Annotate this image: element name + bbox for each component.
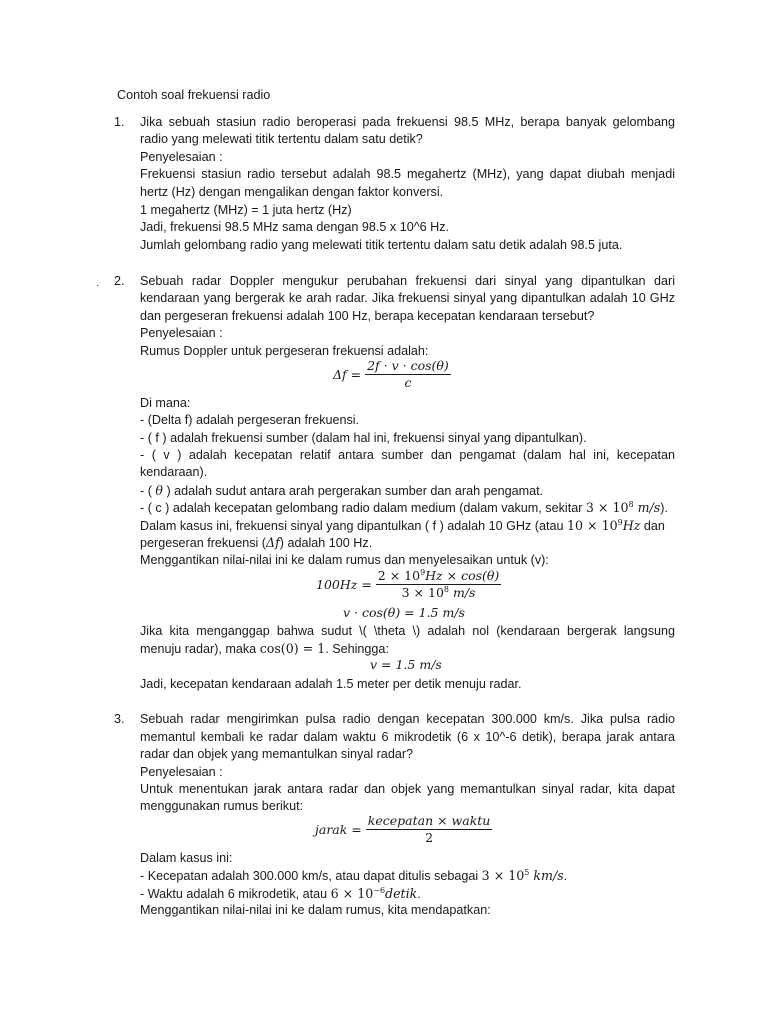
- q3-line: menggunakan rumus berikut:: [140, 799, 304, 813]
- q3-line: Untuk menentukan jarak antara radar dan objek yang memantulkan sinyal radar, kita dapat: [140, 782, 675, 796]
- q1-line: radio yang melewati titik tertentu dalam satu detik?: [140, 132, 423, 146]
- q2-assume-line: Jika kita menganggap bahwa sudut \( \theta \) adalah nol (kendaraan bergerak langsung: [140, 624, 675, 638]
- formula-lhs: Δf =: [333, 367, 362, 382]
- substitution-formula: 100Hz = $\frac{2 \times 10^9Hz \times \cos(\theta)}{3 \times 10^8 m/s}$: [316, 568, 500, 600]
- distance-formula: jarak = $\frac{\text{kecepatan × waktu}}{2}$: [315, 813, 491, 845]
- formula-numerator: 2f · v · cos(θ): [367, 358, 449, 373]
- q1-line: Frekuensi stasiun radio tersebut adalah 98.5 megahertz (MHz), yang dapat diubah menjadi: [140, 167, 675, 181]
- velocity-result-formula: v = 1.5 m/s: [370, 657, 442, 672]
- q2-def-line: - (Delta f) adalah pergeseran frekuensi.: [140, 413, 360, 427]
- q3-line: memantul kembali ke radar dalam waktu 6 mikrodetik (6 x 10^-6 detik), berapa jarak antara: [140, 730, 675, 744]
- formula-denominator: c: [404, 375, 412, 390]
- q3-line: Sebuah radar mengirimkan pulsa radio dengan kecepatan 300.000 km/s. Jika pulsa radio: [140, 712, 675, 726]
- q3-line: Penyelesaian :: [140, 765, 223, 779]
- q3-time-line: - Waktu adalah 6 mikrodetik, atau $6 \times 10^{-6}detik$.: [140, 886, 421, 901]
- q3-speed-line: - Kecepatan adalah 300.000 km/s, atau dapat ditulis sebagai $3 \times 10^5$ km/s.: [140, 868, 568, 883]
- q2-number: 2.: [114, 274, 125, 288]
- velocity-cos-formula: v · cos(θ) = 1.5 m/s: [343, 605, 465, 620]
- q3-final-line: Menggantikan nilai-nilai ini ke dalam rumus, kita mendapatkan:: [140, 903, 491, 917]
- q1-line: Jadi, frekuensi 98.5 MHz sama dengan 98.5 x 10^6 Hz.: [140, 220, 450, 234]
- q1-line: Jika sebuah stasiun radio beroperasi pada frekuensi 98.5 MHz, berapa banyak gelombang: [140, 115, 675, 129]
- doppler-formula: [333, 359, 451, 390]
- document-title: Contoh soal frekuensi radio: [117, 88, 271, 102]
- q2-case-line: Dalam kasus ini, frekuensi sinyal yang dipantulkan ( f ) adalah 10 GHz (atau $10 \times 10^9Hz$ dan: [140, 518, 665, 533]
- q1-line: Jumlah gelombang radio yang melewati titik tertentu dalam satu detik adalah 98.5 juta.: [140, 238, 623, 252]
- q2-def-line: kendaraan).: [140, 465, 208, 479]
- q2-conclusion: Jadi, kecepatan kendaraan adalah 1.5 meter per detik menuju radar.: [140, 677, 522, 691]
- q2-line: Sebuah radar Doppler mengukur perubahan frekuensi dari sinyal yang dipantulkan dari: [140, 274, 675, 288]
- q2-theta-line: - ( θ ) adalah sudut antara arah pergerakan sumber dan arah pengamat.: [140, 483, 544, 498]
- bullet-mark: ·: [96, 280, 100, 291]
- q3-case-intro: Dalam kasus ini:: [140, 851, 233, 865]
- q2-shift-line: pergeseran frekuensi (Δf) adalah 100 Hz.: [140, 535, 373, 550]
- q2-subst-line: Menggantikan nilai-nilai ini ke dalam rumus dan menyelesaikan untuk (v):: [140, 553, 549, 567]
- q1-line: 1 megahertz (MHz) = 1 juta hertz (Hz): [140, 203, 352, 217]
- q2-def-line: - ( v ) adalah kecepatan relatif antara sumber dan pengamat (dalam hal ini, kecepatan: [140, 448, 675, 462]
- q2-line: kendaraan yang bergerak ke arah radar. Jika frekuensi sinyal yang dipantulkan adalah 10 GHz: [140, 291, 675, 305]
- q2-line: Penyelesaian :: [140, 326, 223, 340]
- q2-def-line: Di mana:: [140, 396, 191, 410]
- q2-line: dan pergeseran frekuensi adalah 100 Hz, berapa kecepatan kendaraan tersebut?: [140, 309, 595, 323]
- q2-assume-line: menuju radar), maka cos(0) = 1. Sehingga:: [140, 641, 389, 656]
- q1-line: Penyelesaian :: [140, 150, 223, 164]
- q2-line: Rumus Doppler untuk pergeseran frekuensi adalah:: [140, 344, 429, 358]
- q3-number: 3.: [114, 712, 125, 726]
- q1-line: hertz (Hz) dengan mengalikan dengan faktor konversi.: [140, 185, 444, 199]
- q2-c-line: - ( c ) adalah kecepatan gelombang radio dalam medium (dalam vakum, sekitar $3 \times 10^8$ m/s).: [140, 500, 668, 515]
- q2-def-line: - ( f ) adalah frekuensi sumber (dalam hal ini, frekuensi sinyal yang dipantulkan).: [140, 431, 587, 445]
- q3-line: radar dan objek yang memantulkan sinyal radar?: [140, 747, 414, 761]
- q1-number: 1.: [114, 115, 125, 129]
